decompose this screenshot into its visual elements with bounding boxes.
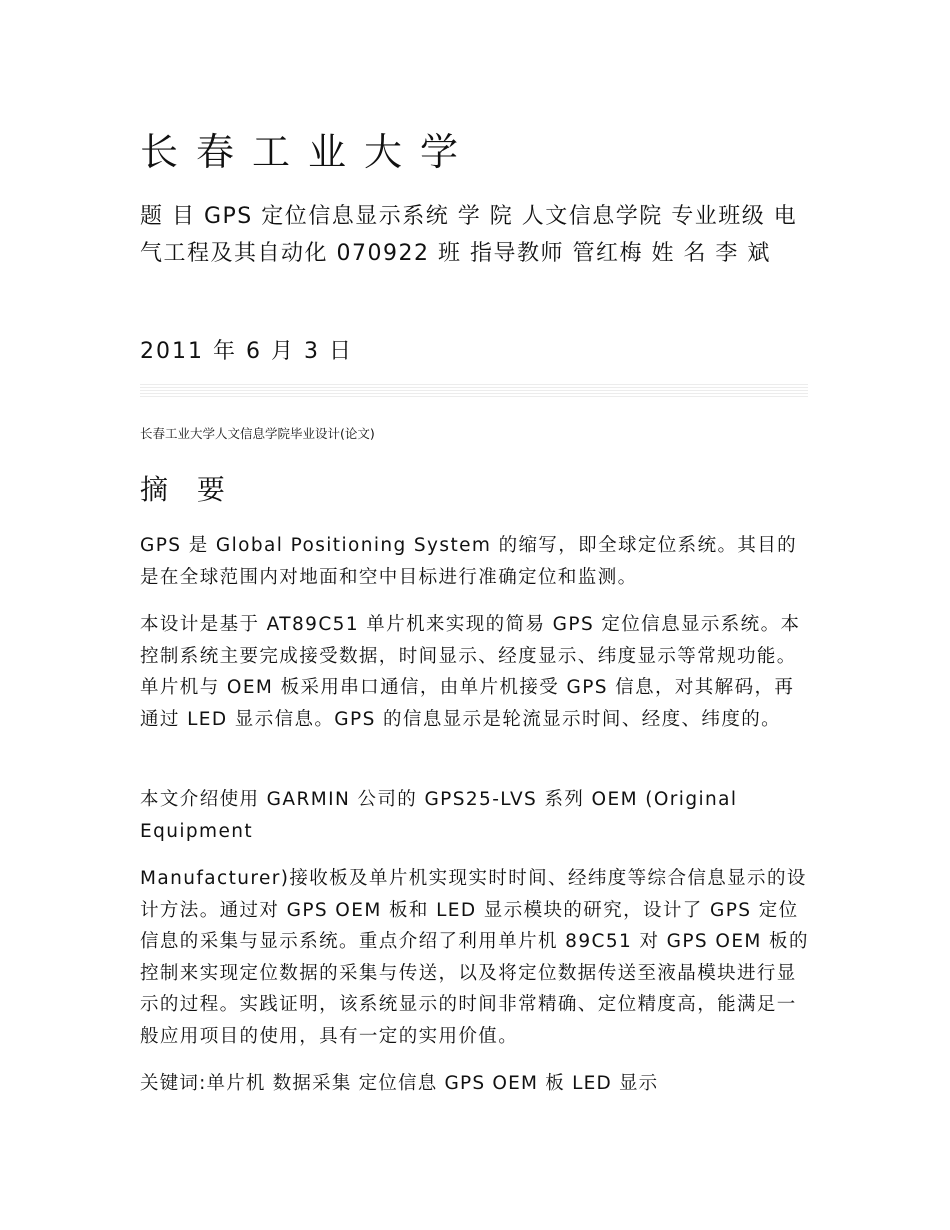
abstract-paragraph-3: 本文介绍使用 GARMIN 公司的 GPS25-LVS 系列 OEM (Original Equipment (140, 789, 738, 842)
cover-info: 题 目 GPS 定位信息显示系统 学 院 人文信息学院 专业班级 电气工程及其自动化 070922 班 指导教师 管红梅 姓 名 李 斌 (140, 204, 798, 266)
cover-date: 2011 年 6 月 3 日 (140, 339, 353, 364)
abstract-paragraph-1: GPS 是 Global Positioning System 的缩写，即全球定位系统。其目的是在全球范围内对地面和空中目标进行准确定位和监测。 (140, 535, 798, 588)
divider (140, 384, 808, 398)
running-header: 长春工业大学人文信息学院毕业设计(论文) (140, 426, 375, 441)
abstract-paragraph-2: 本设计是基于 AT89C51 单片机来实现的简易 GPS 定位信息显示系统。本控制系统主要完成接受数据，时间显示、经度显示、纬度显示等常规功能。单片机与 OEM 板采用串口通信，由单片机接受 GPS 信息，对其解码，再通过 LED 显示信息。GPS 的信息显示是轮流显示时间、经度、纬度的。 (140, 614, 801, 730)
abstract-paragraph-4: Manufacturer)接收板及单片机实现实时时间、经纬度等综合信息显示的设计方法。通过对 GPS OEM 板和 LED 显示模块的研究，设计了 GPS 定位信息的采集与显示系统。重点介绍了利用单片机 89C51 对 GPS OEM 板的控制来实现定位数据的采集与传送，以及将定位数据传送至液晶模块进行显示的过程。实践证明，该系统显示的时间非常精确、定位精度高，能满足一般应用项目的使用，具有一定的实用价值。 (140, 868, 809, 1047)
abstract-heading: 摘 要 (140, 473, 235, 506)
keywords: 关键词:单片机 数据采集 定位信息 GPS OEM 板 LED 显示 (140, 1073, 659, 1094)
university-title: 长春工业大学 (140, 130, 477, 174)
